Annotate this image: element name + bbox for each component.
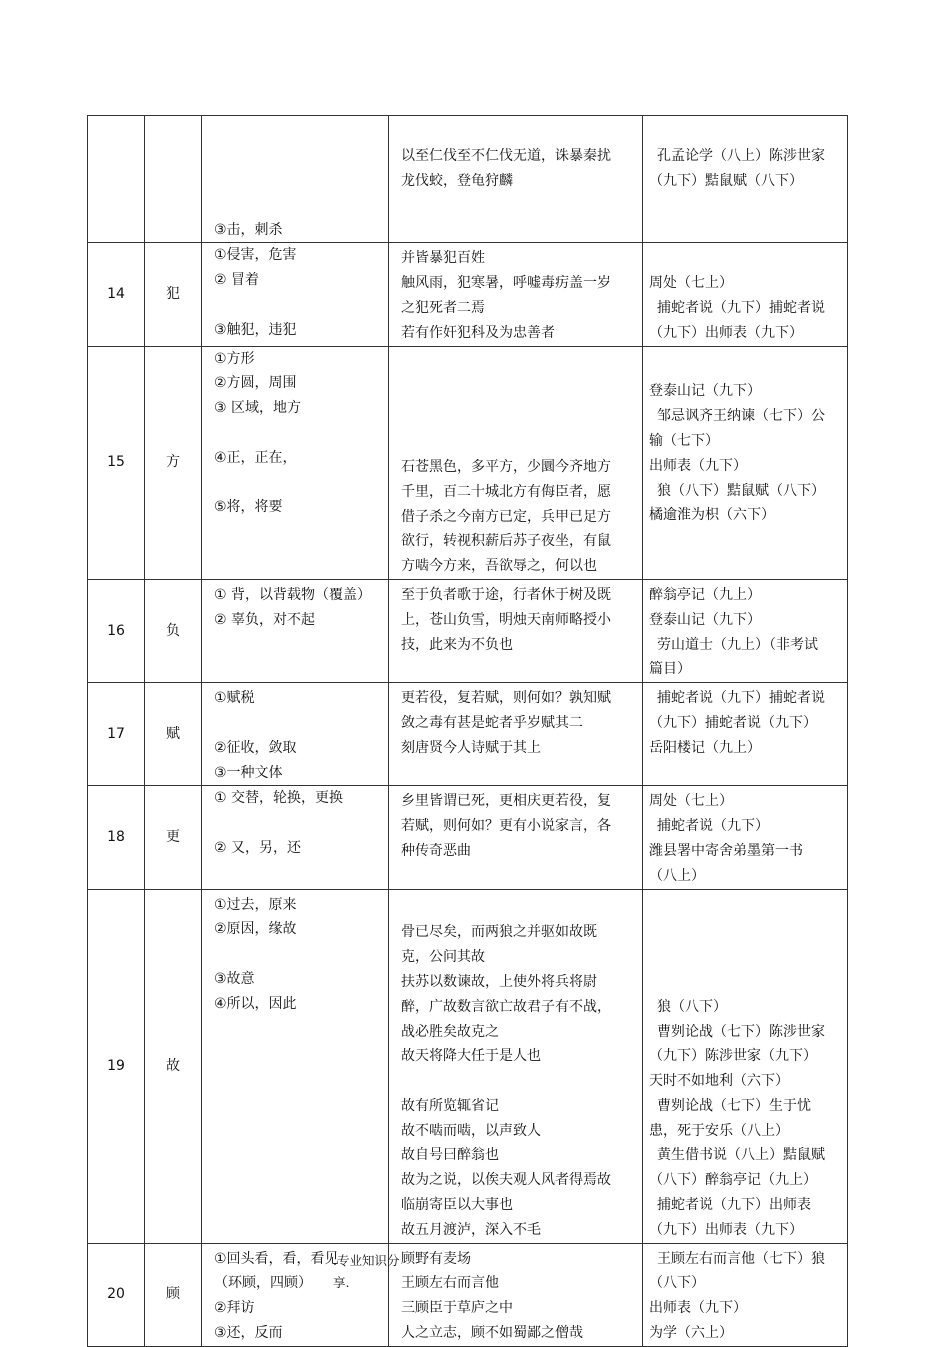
- row-character: 方: [145, 346, 202, 579]
- row-number: 19: [88, 889, 145, 1243]
- example-line: 至于负者歌于途，行者休于树及既: [401, 586, 611, 603]
- example-line: 故天将降大任于是人也: [401, 1048, 541, 1065]
- example-line: 千里，百二十城北方有侮臣者，愿: [401, 483, 611, 500]
- example-line: 故有所览辄省记: [401, 1097, 499, 1114]
- meaning-line: ② 又，另，还: [214, 839, 302, 856]
- row-character: 负: [145, 579, 202, 682]
- sources-cell: [643, 683, 848, 786]
- meaning-line: ②征收，敛取: [214, 739, 297, 756]
- footer-line-1: .专业知识分: [333, 1253, 400, 1268]
- meaning-line: ③击，刺杀: [214, 221, 283, 238]
- sources-cell: [643, 116, 848, 243]
- example-line: 扶苏以数谏故，上使外将兵将尉: [401, 973, 597, 990]
- meaning-line: ③ 区域，地方: [214, 400, 302, 417]
- example-line: 并皆暴犯百姓: [401, 250, 485, 267]
- source-line: 出师表（九下）: [649, 457, 747, 474]
- table-row: [88, 579, 848, 682]
- source-line: 狼（八下）黠鼠赋（八下）: [657, 482, 825, 499]
- row-character: 故: [145, 889, 202, 1243]
- table-row: [88, 683, 848, 786]
- example-line: 以至仁伐至不仁伐无道，诛暴秦扰: [401, 148, 611, 164]
- example-line: 人之立志，顾不如蜀鄙之僧哉: [401, 1325, 583, 1342]
- examples-cell: [389, 683, 643, 786]
- example-line: [401, 896, 638, 921]
- source-line: [649, 920, 843, 945]
- meaning-line: ④正，正在，: [214, 449, 297, 466]
- example-line: 醉，广故数言欲亡故君子有不战，: [401, 998, 611, 1015]
- source-line: （八下）: [649, 1275, 705, 1292]
- row-character: 更: [145, 786, 202, 889]
- page-footer: [333, 1250, 433, 1294]
- source-line: 曹刿论战（七下）陈涉世家: [657, 1023, 825, 1040]
- source-line: 周处（七上）: [649, 275, 733, 292]
- source-line: 登泰山记（九下）: [649, 383, 761, 400]
- example-line: 故为之说，以俟夫观人风者得焉故: [401, 1172, 611, 1189]
- meaning-line: ③还，反而: [214, 1325, 283, 1342]
- example-line: 更若役，复若赋，则何如？孰知赋: [401, 690, 611, 707]
- meanings-cell: [202, 579, 389, 682]
- example-line: 石苍黑色，多平方，少圜今齐地方: [401, 458, 611, 475]
- row-character: 犯: [145, 243, 202, 346]
- source-line: 登泰山记（九下）: [649, 611, 761, 628]
- meaning-line: [214, 711, 384, 736]
- examples-cell: [389, 889, 643, 1243]
- vocabulary-table: [87, 115, 848, 1347]
- examples-cell: [389, 579, 643, 682]
- meaning-line: ② 冒着: [214, 272, 260, 289]
- row-number: 15: [88, 346, 145, 579]
- example-line: 故不啮而啮，以声致人: [401, 1122, 541, 1139]
- example-line: 若有作奸犯科及为忠善者: [401, 324, 555, 341]
- source-line: 为学（六上）: [649, 1325, 733, 1342]
- meaning-line: ③一种文体: [214, 764, 283, 781]
- meaning-line: ① 背，以背载物（覆盖）: [214, 586, 372, 603]
- meaning-line: [214, 421, 384, 446]
- row-number: 14: [88, 243, 145, 346]
- example-line: 种传奇恶曲: [401, 842, 471, 859]
- example-line: [401, 405, 638, 430]
- examples-cell: [389, 346, 643, 579]
- source-line: 患，死于安乐（八上）: [649, 1122, 789, 1139]
- source-line: 王顾左右而言他（七下）狼: [657, 1250, 825, 1267]
- meaning-line: （环顾，四顾）: [214, 1275, 312, 1292]
- meaning-line: ②原因，缘故: [214, 921, 297, 938]
- row-character: 赋: [145, 683, 202, 786]
- source-line: （九下）黠鼠赋（八下）: [649, 172, 803, 189]
- source-line: （九下）捕蛇者说（九下）: [649, 714, 817, 731]
- meanings-cell: [202, 116, 389, 243]
- source-line: [649, 355, 843, 380]
- source-line: 黄生借书说（八上）黠鼠赋: [657, 1147, 825, 1164]
- source-line: 醉翁亭记（九上）: [649, 586, 761, 603]
- source-line: 劳山道士（九上）（非考试: [657, 636, 818, 653]
- meaning-line: ③触犯，违犯: [214, 321, 297, 338]
- examples-cell: [389, 786, 643, 889]
- source-line: 狼（八下）: [657, 998, 727, 1015]
- source-line: 捕蛇者说（九下）捕蛇者说: [657, 690, 825, 707]
- source-line: 捕蛇者说（九下）捕蛇者说: [657, 299, 825, 316]
- row-number: [88, 116, 145, 243]
- source-line: 橘逾淮为枳（六下）: [649, 507, 775, 524]
- source-line: （九下）陈涉世家（九下）: [649, 1048, 817, 1065]
- example-line: 战必胜矣故克之: [401, 1023, 499, 1040]
- meaning-line: ① 交替，轮换，更换: [214, 790, 344, 807]
- row-character: [145, 116, 202, 243]
- example-line: 故自号曰醉翁也: [401, 1147, 499, 1164]
- meaning-line: ①过去，原来: [214, 896, 297, 913]
- source-line: （八上）: [649, 867, 705, 884]
- source-line: （九下）出师表（九下）: [649, 324, 803, 341]
- example-line: [401, 381, 638, 406]
- example-line: 王顾左右而言他: [401, 1275, 499, 1292]
- meaning-line: ③故意: [214, 970, 255, 987]
- row-number: 18: [88, 786, 145, 889]
- example-line: 刻唐贤今人诗赋于其上: [401, 739, 541, 756]
- meaning-line: ①侵害，危害: [214, 247, 297, 264]
- source-line: 曹刿论战（七下）生于忧: [657, 1097, 811, 1114]
- source-line: [649, 246, 843, 271]
- sources-cell: [643, 1243, 848, 1346]
- sources-cell: [643, 579, 848, 682]
- sources-cell: [643, 786, 848, 889]
- table-row: [88, 1243, 848, 1346]
- meaning-line: [214, 942, 384, 967]
- example-line: 三顾臣于草庐之中: [401, 1300, 513, 1317]
- source-line: 孔孟论学（八上）陈涉世家: [657, 148, 825, 164]
- example-line: 上，苍山负雪，明烛天南师略授小: [401, 611, 611, 628]
- source-line: 捕蛇者说（九下）出师表: [657, 1197, 811, 1214]
- meaning-line: ①方形: [214, 350, 255, 367]
- example-line: 骨已尽矣，而两狼之并驱如故既: [401, 924, 597, 941]
- example-line: 触风雨，犯寒暑，呼嘘毒疠盖一岁: [401, 275, 611, 292]
- meaning-line: ①回头看，看，看见: [214, 1250, 339, 1267]
- example-line: 龙伐蛟，登龟狩麟: [401, 172, 513, 189]
- meanings-cell: [202, 683, 389, 786]
- meaning-line: ② 辜负，对不起: [214, 611, 316, 628]
- meaning-line: [214, 811, 384, 836]
- example-line: 若赋，则何如？更有小说家言，各: [401, 818, 611, 835]
- source-line: [649, 970, 843, 995]
- table-row: [88, 786, 848, 889]
- example-line: 乡里皆谓已死，更相庆更若役，复: [401, 793, 611, 810]
- meaning-line: ②方圆，周围: [214, 375, 297, 392]
- sources-cell: [643, 243, 848, 346]
- source-line: [649, 945, 843, 970]
- source-line: 潍县署中寄舍弟墨第一书: [649, 842, 803, 859]
- source-line: 篇目）: [649, 661, 691, 678]
- footer-line-2: 享.: [333, 1275, 350, 1290]
- example-line: 顾野有麦场: [401, 1250, 471, 1267]
- meaning-line: [214, 193, 384, 218]
- source-line: 输（七下）: [649, 432, 719, 449]
- example-line: 借子杀之今南方已定，兵甲已足方: [401, 508, 611, 525]
- example-line: 临崩寄臣以大事也: [401, 1197, 513, 1214]
- example-line: 欲行，转视积薪后苏子夜坐，有鼠: [401, 533, 611, 550]
- meaning-line: [214, 293, 384, 318]
- row-number: 16: [88, 579, 145, 682]
- row-number: 20: [88, 1243, 145, 1346]
- table-row: [88, 346, 848, 579]
- source-line: 岳阳楼记（九上）: [649, 739, 761, 756]
- source-line: [649, 896, 843, 921]
- source-line: 邹忌讽齐王纳谏（七下）公: [657, 408, 825, 425]
- example-line: [401, 430, 638, 455]
- row-character: 顾: [145, 1243, 202, 1346]
- meaning-line: ②拜访: [214, 1300, 255, 1317]
- meanings-cell: [202, 346, 389, 579]
- meaning-line: ①赋税: [214, 690, 255, 707]
- example-line: [401, 1069, 638, 1094]
- examples-cell: [389, 116, 643, 243]
- source-line: 出师表（九下）: [649, 1300, 747, 1317]
- example-line: 技，此来为不负也: [401, 636, 513, 653]
- source-line: （九下）出师表（九下）: [649, 1221, 803, 1238]
- meaning-line: ④所以，因此: [214, 995, 297, 1012]
- meanings-cell: [202, 889, 389, 1243]
- example-line: 之犯死者二焉: [401, 299, 485, 316]
- source-line: 天时不如地利（六下）: [649, 1073, 789, 1090]
- example-line: 故五月渡泸，深入不毛: [401, 1221, 541, 1238]
- source-line: （八下）醉翁亭记（九上）: [649, 1172, 817, 1189]
- meaning-line: [214, 471, 384, 496]
- meaning-line: [214, 168, 384, 193]
- table-row: [88, 889, 848, 1243]
- meanings-cell: [202, 786, 389, 889]
- source-line: 周处（七上）: [649, 793, 733, 810]
- table-row: [88, 243, 848, 346]
- sources-cell: [643, 889, 848, 1243]
- table-row: [88, 116, 848, 243]
- examples-cell: [389, 243, 643, 346]
- sources-cell: [643, 346, 848, 579]
- source-line: 捕蛇者说（九下）: [657, 818, 769, 835]
- example-line: 敛之毒有甚是蛇者乎岁赋其二: [401, 714, 583, 731]
- example-line: 方啮今方来，吾欲辱之，何以也: [401, 558, 597, 575]
- meanings-cell: [202, 243, 389, 346]
- example-line: 克，公问其故: [401, 949, 485, 966]
- row-number: 17: [88, 683, 145, 786]
- meaning-line: ⑤将，将要: [214, 499, 283, 516]
